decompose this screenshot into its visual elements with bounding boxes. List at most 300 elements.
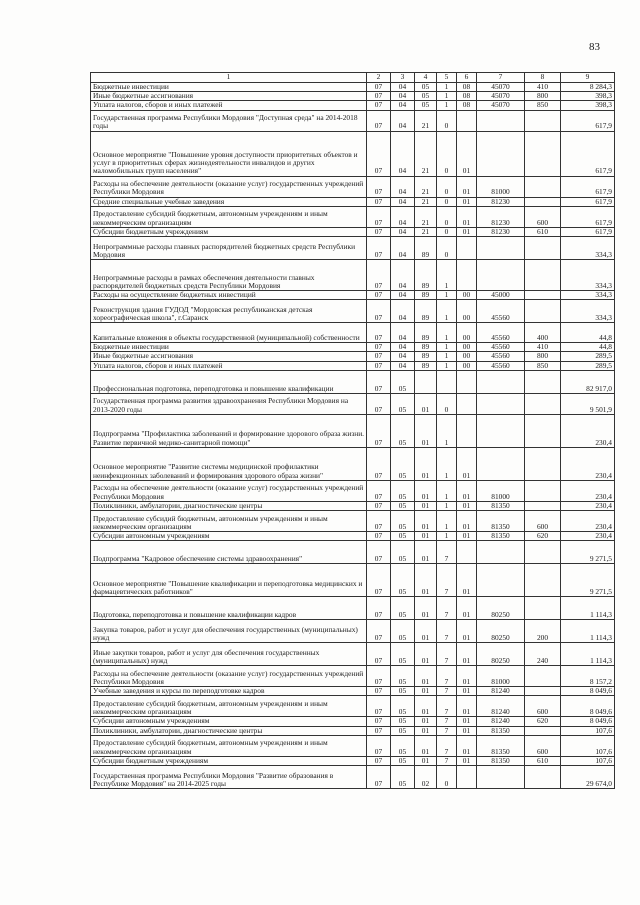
subprogram-cell: 0: [437, 176, 457, 197]
table-body: [91, 83, 615, 789]
expense-type-cell: [525, 447, 561, 480]
section-cell: 07: [367, 687, 391, 696]
expense-type-cell: [525, 414, 561, 447]
row-name-cell: Предоставление субсидий бюджетным, автономным учреждениям и иным некоммерческим организациям: [91, 735, 367, 756]
program-cell: 21: [415, 227, 437, 236]
section-cell: 07: [367, 352, 391, 361]
expense-type-cell: [525, 110, 561, 131]
activity-cell: [457, 237, 477, 260]
section-cell: 07: [367, 361, 391, 370]
table-row: [91, 101, 615, 110]
row-name-cell: Предоставление субсидий бюджетным, автономным учреждениям и иным некоммерческим организациям: [91, 206, 367, 227]
subsection-cell: 05: [391, 620, 415, 643]
subprogram-cell: 0: [437, 131, 457, 176]
expense-type-cell: [525, 291, 561, 300]
table-row: [91, 447, 615, 480]
section-cell: 07: [367, 101, 391, 110]
activity-cell: 01: [457, 480, 477, 501]
subprogram-cell: 1: [437, 101, 457, 110]
subprogram-cell: 1: [437, 260, 457, 291]
activity-cell: 00: [457, 352, 477, 361]
direction-cell: 45000: [477, 291, 525, 300]
row-name-cell: Средние специальные учебные заведения: [91, 197, 367, 206]
direction-cell: 81240: [477, 687, 525, 696]
table-row: [91, 300, 615, 323]
row-name-cell: Субсидии бюджетным учреждениям: [91, 227, 367, 236]
subprogram-cell: 0: [437, 237, 457, 260]
subsection-cell: 05: [391, 766, 415, 789]
subprogram-cell: 7: [437, 564, 457, 597]
program-cell: 05: [415, 83, 437, 92]
table-row: [91, 110, 615, 131]
row-name-cell: Субсидии бюджетным учреждениям: [91, 756, 367, 765]
expense-type-cell: [525, 393, 561, 414]
table-row: [91, 176, 615, 197]
table-row: [91, 370, 615, 393]
activity-cell: 01: [457, 687, 477, 696]
program-cell: 01: [415, 541, 437, 564]
row-name-cell: Профессиональная подготовка, переподготовка и повышение квалификации: [91, 370, 367, 393]
program-cell: 01: [415, 696, 437, 717]
amount-cell: 617,9: [561, 131, 615, 176]
row-name-cell: Подпрограмма "Профилактика заболеваний и формирование здорового образа жизни. Развитие первичной медико-санитарной помощи": [91, 414, 367, 447]
subsection-cell: 04: [391, 197, 415, 206]
activity-cell: 00: [457, 291, 477, 300]
section-cell: 07: [367, 206, 391, 227]
section-cell: 07: [367, 291, 391, 300]
amount-cell: 9 501,9: [561, 393, 615, 414]
amount-cell: 617,9: [561, 176, 615, 197]
table-row: [91, 260, 615, 291]
row-name-cell: Подготовка, переподготовка и повышение квалификации кадров: [91, 597, 367, 620]
header-cell: 8: [525, 73, 561, 83]
row-name-cell: Государственная программа Республики Мордовия "Доступная среда" на 2014-2018 годы: [91, 110, 367, 131]
amount-cell: 1 114,3: [561, 620, 615, 643]
expense-type-cell: 240: [525, 643, 561, 666]
expense-type-cell: 800: [525, 352, 561, 361]
activity-cell: 01: [457, 197, 477, 206]
direction-cell: 81230: [477, 227, 525, 236]
table-row: [91, 620, 615, 643]
table-row: [91, 352, 615, 361]
header-cell: 7: [477, 73, 525, 83]
amount-cell: 230,4: [561, 501, 615, 510]
amount-cell: 230,4: [561, 480, 615, 501]
amount-cell: 334,3: [561, 300, 615, 323]
program-cell: 21: [415, 197, 437, 206]
direction-cell: [477, 541, 525, 564]
direction-cell: [477, 447, 525, 480]
expense-type-cell: 800: [525, 92, 561, 101]
subprogram-cell: 1: [437, 511, 457, 532]
amount-cell: 107,6: [561, 735, 615, 756]
row-name-cell: Иные закупки товаров, работ и услуг для обеспечения государственных (муниципальных) нужд: [91, 643, 367, 666]
expense-type-cell: [525, 480, 561, 501]
activity-cell: 01: [457, 564, 477, 597]
expense-type-cell: [525, 564, 561, 597]
subprogram-cell: [437, 370, 457, 393]
program-cell: 89: [415, 343, 437, 352]
subprogram-cell: 1: [437, 480, 457, 501]
subprogram-cell: 0: [437, 197, 457, 206]
expense-type-cell: [525, 687, 561, 696]
subsection-cell: 05: [391, 447, 415, 480]
subsection-cell: 04: [391, 343, 415, 352]
subsection-cell: 04: [391, 291, 415, 300]
direction-cell: 81000: [477, 666, 525, 687]
expense-type-cell: 850: [525, 101, 561, 110]
subsection-cell: 04: [391, 101, 415, 110]
activity-cell: 01: [457, 696, 477, 717]
amount-cell: 8 157,2: [561, 666, 615, 687]
table-row: [91, 83, 615, 92]
subsection-cell: 05: [391, 597, 415, 620]
row-name-cell: Реконструкция здания ГУДОД "Мордовская республиканская детская хореографическая школа", г.Саранск: [91, 300, 367, 323]
subsection-cell: 05: [391, 414, 415, 447]
direction-cell: 81350: [477, 511, 525, 532]
expense-type-cell: 620: [525, 717, 561, 726]
direction-cell: 45070: [477, 83, 525, 92]
direction-cell: 81350: [477, 532, 525, 541]
activity-cell: 08: [457, 92, 477, 101]
section-cell: 07: [367, 323, 391, 343]
section-cell: 07: [367, 414, 391, 447]
subsection-cell: 05: [391, 501, 415, 510]
subprogram-cell: 0: [437, 110, 457, 131]
subprogram-cell: 1: [437, 414, 457, 447]
subprogram-cell: 1: [437, 83, 457, 92]
subprogram-cell: 1: [437, 352, 457, 361]
subsection-cell: 05: [391, 532, 415, 541]
activity-cell: 01: [457, 532, 477, 541]
section-cell: 07: [367, 620, 391, 643]
row-name-cell: Иные бюджетные ассигнования: [91, 92, 367, 101]
subprogram-cell: 0: [437, 766, 457, 789]
activity-cell: 01: [457, 735, 477, 756]
program-cell: 89: [415, 291, 437, 300]
subprogram-cell: 0: [437, 227, 457, 236]
program-cell: 05: [415, 101, 437, 110]
program-cell: 89: [415, 300, 437, 323]
row-name-cell: Субсидии автономным учреждениям: [91, 717, 367, 726]
direction-cell: 80250: [477, 643, 525, 666]
subprogram-cell: 7: [437, 717, 457, 726]
amount-cell: 398,3: [561, 92, 615, 101]
amount-cell: 289,5: [561, 361, 615, 370]
subsection-cell: 04: [391, 361, 415, 370]
header-cell: 5: [437, 73, 457, 83]
activity-cell: 01: [457, 666, 477, 687]
direction-cell: [477, 110, 525, 131]
row-name-cell: Иные бюджетные ассигнования: [91, 352, 367, 361]
section-cell: 07: [367, 260, 391, 291]
amount-cell: 617,9: [561, 197, 615, 206]
row-name-cell: Субсидии автономным учреждениям: [91, 532, 367, 541]
amount-cell: 1 114,3: [561, 643, 615, 666]
program-cell: 89: [415, 352, 437, 361]
table-row: [91, 291, 615, 300]
subsection-cell: 05: [391, 511, 415, 532]
amount-cell: 44,8: [561, 323, 615, 343]
expense-type-cell: [525, 766, 561, 789]
subsection-cell: 04: [391, 110, 415, 131]
amount-cell: 9 271,5: [561, 541, 615, 564]
program-cell: 01: [415, 501, 437, 510]
row-name-cell: Расходы на обеспечение деятельности (оказание услуг) государственных учреждений Республики Мордовия: [91, 176, 367, 197]
table-row: [91, 501, 615, 510]
subsection-cell: 05: [391, 370, 415, 393]
activity-cell: 01: [457, 643, 477, 666]
activity-cell: 08: [457, 83, 477, 92]
row-name-cell: Бюджетные инвестиции: [91, 83, 367, 92]
amount-cell: 107,6: [561, 726, 615, 735]
row-name-cell: Расходы на обеспечение деятельности (оказание услуг) государственных учреждений Республики Мордовия: [91, 666, 367, 687]
activity-cell: 00: [457, 343, 477, 352]
program-cell: 89: [415, 323, 437, 343]
subprogram-cell: 7: [437, 597, 457, 620]
row-name-cell: Предоставление субсидий бюджетным, автономным учреждениям и иным некоммерческим организациям: [91, 696, 367, 717]
activity-cell: 00: [457, 300, 477, 323]
program-cell: 01: [415, 666, 437, 687]
expense-type-cell: [525, 597, 561, 620]
subprogram-cell: 1: [437, 532, 457, 541]
expense-type-cell: 600: [525, 511, 561, 532]
table-row: [91, 726, 615, 735]
subsection-cell: 04: [391, 92, 415, 101]
amount-cell: 334,3: [561, 237, 615, 260]
activity-cell: 01: [457, 227, 477, 236]
section-cell: 07: [367, 696, 391, 717]
program-cell: 01: [415, 597, 437, 620]
table-row: [91, 564, 615, 597]
program-cell: 89: [415, 260, 437, 291]
subprogram-cell: 0: [437, 393, 457, 414]
direction-cell: [477, 370, 525, 393]
program-cell: 01: [415, 532, 437, 541]
table-header-row: [91, 73, 615, 83]
section-cell: 07: [367, 227, 391, 236]
header-cell: 6: [457, 73, 477, 83]
row-name-cell: Поликлиники, амбулатории, диагностические центры: [91, 726, 367, 735]
section-cell: 07: [367, 541, 391, 564]
section-cell: 07: [367, 756, 391, 765]
subsection-cell: 05: [391, 717, 415, 726]
section-cell: 07: [367, 564, 391, 597]
amount-cell: 398,3: [561, 101, 615, 110]
direction-cell: 81230: [477, 197, 525, 206]
row-name-cell: Государственная программа развития здравоохранения Республики Мордовия на 2013-2020 годы: [91, 393, 367, 414]
activity-cell: 01: [457, 597, 477, 620]
direction-cell: 45070: [477, 101, 525, 110]
expense-type-cell: 600: [525, 206, 561, 227]
section-cell: 07: [367, 501, 391, 510]
amount-cell: 107,6: [561, 756, 615, 765]
subsection-cell: 05: [391, 480, 415, 501]
table-row: [91, 323, 615, 343]
section-cell: 07: [367, 511, 391, 532]
section-cell: 07: [367, 370, 391, 393]
table-row: [91, 696, 615, 717]
direction-cell: 45560: [477, 323, 525, 343]
table-row: [91, 393, 615, 414]
program-cell: 01: [415, 564, 437, 597]
table-row: [91, 414, 615, 447]
row-name-cell: Основное мероприятие "Развитие системы медицинской профилактики неинфекционных заболеваний и формирования здорового образа жизни": [91, 447, 367, 480]
section-cell: 07: [367, 237, 391, 260]
subsection-cell: 04: [391, 260, 415, 291]
direction-cell: 81000: [477, 480, 525, 501]
section-cell: 07: [367, 766, 391, 789]
program-cell: 05: [415, 92, 437, 101]
subprogram-cell: 7: [437, 735, 457, 756]
direction-cell: 81240: [477, 717, 525, 726]
subprogram-cell: 1: [437, 323, 457, 343]
activity-cell: 01: [457, 176, 477, 197]
activity-cell: [457, 110, 477, 131]
row-name-cell: Поликлиники, амбулатории, диагностические центры: [91, 501, 367, 510]
table-row: [91, 511, 615, 532]
section-cell: 07: [367, 643, 391, 666]
subprogram-cell: 7: [437, 620, 457, 643]
activity-cell: 01: [457, 756, 477, 765]
header-cell: 3: [391, 73, 415, 83]
section-cell: 07: [367, 92, 391, 101]
program-cell: 01: [415, 687, 437, 696]
table-row: [91, 197, 615, 206]
activity-cell: [457, 393, 477, 414]
table-row: [91, 343, 615, 352]
program-cell: 02: [415, 766, 437, 789]
section-cell: 07: [367, 597, 391, 620]
table-row: [91, 597, 615, 620]
section-cell: 07: [367, 176, 391, 197]
direction-cell: [477, 766, 525, 789]
subprogram-cell: 7: [437, 541, 457, 564]
row-name-cell: Расходы на осуществление бюджетных инвестиций: [91, 291, 367, 300]
expense-type-cell: 610: [525, 227, 561, 236]
direction-cell: [477, 564, 525, 597]
amount-cell: 82 917,0: [561, 370, 615, 393]
subsection-cell: 05: [391, 687, 415, 696]
direction-cell: 45560: [477, 352, 525, 361]
subsection-cell: 05: [391, 541, 415, 564]
expense-type-cell: [525, 370, 561, 393]
program-cell: 01: [415, 511, 437, 532]
section-cell: 07: [367, 735, 391, 756]
program-cell: 01: [415, 480, 437, 501]
row-name-cell: Учебные заведения и курсы по переподготовке кадров: [91, 687, 367, 696]
section-cell: 07: [367, 726, 391, 735]
amount-cell: 8 049,6: [561, 696, 615, 717]
row-name-cell: Уплата налогов, сборов и иных платежей: [91, 101, 367, 110]
table-row: [91, 687, 615, 696]
amount-cell: 44,8: [561, 343, 615, 352]
activity-cell: 01: [457, 511, 477, 532]
direction-cell: [477, 237, 525, 260]
section-cell: 07: [367, 197, 391, 206]
direction-cell: 81350: [477, 501, 525, 510]
program-cell: 01: [415, 756, 437, 765]
table-row: [91, 541, 615, 564]
row-name-cell: Основное мероприятие "Повышение квалификации и переподготовка медицинских и фармацевтических работников": [91, 564, 367, 597]
table-row: [91, 131, 615, 176]
amount-cell: 230,4: [561, 532, 615, 541]
activity-cell: [457, 766, 477, 789]
subsection-cell: 04: [391, 300, 415, 323]
subsection-cell: 04: [391, 237, 415, 260]
activity-cell: 00: [457, 361, 477, 370]
program-cell: 01: [415, 414, 437, 447]
activity-cell: 01: [457, 501, 477, 510]
section-cell: 07: [367, 717, 391, 726]
subsection-cell: 05: [391, 564, 415, 597]
subsection-cell: 04: [391, 176, 415, 197]
subsection-cell: 04: [391, 227, 415, 236]
table-row: [91, 92, 615, 101]
direction-cell: 81350: [477, 735, 525, 756]
activity-cell: 01: [457, 447, 477, 480]
subsection-cell: 05: [391, 696, 415, 717]
section-cell: 07: [367, 393, 391, 414]
table-row: [91, 643, 615, 666]
expense-type-cell: [525, 260, 561, 291]
amount-cell: 334,3: [561, 260, 615, 291]
section-cell: 07: [367, 300, 391, 323]
table-row: [91, 532, 615, 541]
table-row: [91, 237, 615, 260]
subprogram-cell: 7: [437, 666, 457, 687]
section-cell: 07: [367, 343, 391, 352]
expense-type-cell: 610: [525, 756, 561, 765]
table-row: [91, 766, 615, 789]
subprogram-cell: 7: [437, 696, 457, 717]
subsection-cell: 05: [391, 756, 415, 765]
row-name-cell: Уплата налогов, сборов и иных платежей: [91, 361, 367, 370]
header-cell: 1: [91, 73, 367, 83]
amount-cell: 617,9: [561, 110, 615, 131]
expense-type-cell: 400: [525, 323, 561, 343]
direction-cell: 81000: [477, 176, 525, 197]
row-name-cell: Расходы на обеспечение деятельности (оказание услуг) государственных учреждений Республики Мордовия: [91, 480, 367, 501]
row-name-cell: Подпрограмма "Кадровое обеспечение системы здравоохранения": [91, 541, 367, 564]
subsection-cell: 04: [391, 83, 415, 92]
expense-type-cell: 410: [525, 343, 561, 352]
subprogram-cell: 1: [437, 361, 457, 370]
budget-table: [90, 72, 615, 789]
subprogram-cell: 7: [437, 643, 457, 666]
expense-type-cell: [525, 237, 561, 260]
program-cell: 89: [415, 237, 437, 260]
activity-cell: 00: [457, 323, 477, 343]
subprogram-cell: 1: [437, 92, 457, 101]
expense-type-cell: 620: [525, 532, 561, 541]
table-row: [91, 666, 615, 687]
program-cell: 21: [415, 176, 437, 197]
program-cell: 01: [415, 735, 437, 756]
amount-cell: 1 114,3: [561, 597, 615, 620]
subprogram-cell: 1: [437, 291, 457, 300]
direction-cell: 45560: [477, 300, 525, 323]
program-cell: [415, 370, 437, 393]
subprogram-cell: 7: [437, 726, 457, 735]
program-cell: 89: [415, 361, 437, 370]
amount-cell: 289,5: [561, 352, 615, 361]
program-cell: 01: [415, 393, 437, 414]
activity-cell: [457, 260, 477, 291]
amount-cell: 8 284,3: [561, 83, 615, 92]
section-cell: 07: [367, 447, 391, 480]
activity-cell: 01: [457, 620, 477, 643]
